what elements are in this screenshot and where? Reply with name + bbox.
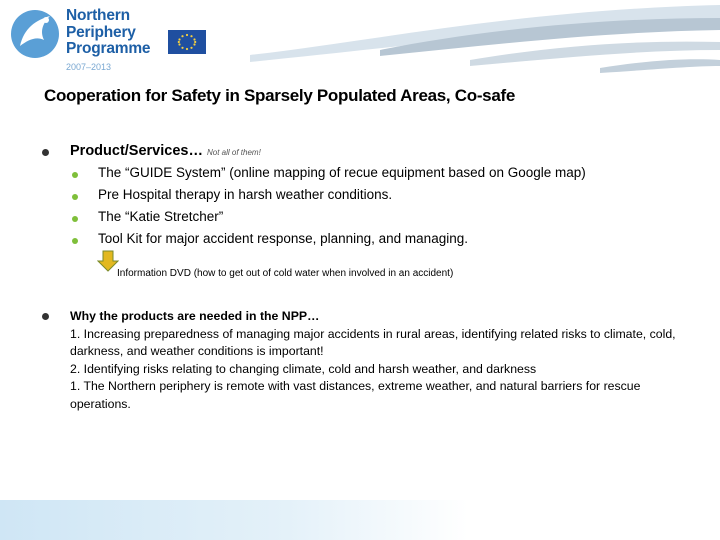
sub-bullet-1 — [72, 172, 78, 178]
logo-line-3: Programme — [66, 40, 151, 57]
products-heading-text: Product/Services… — [70, 143, 203, 159]
product-item-3: The “Katie Stretcher” — [98, 209, 224, 224]
bullet-products — [42, 149, 49, 156]
product-item-4: Tool Kit for major accident response, planning, and managing. — [98, 231, 468, 246]
why-heading: Why the products are needed in the NPP… — [70, 309, 320, 323]
dvd-note: Information DVD (how to get out of cold water when involved in an accident) — [117, 268, 454, 279]
sub-bullet-3 — [72, 216, 78, 222]
why-section — [70, 308, 690, 413]
products-heading — [70, 143, 261, 159]
products-note: Not all of them! — [206, 148, 261, 157]
eu-flag-icon — [168, 30, 206, 54]
logo-wordmark — [66, 8, 150, 58]
logo-line-2: Periphery — [66, 23, 136, 41]
footer-gradient — [0, 500, 720, 540]
bird-logo-icon — [10, 6, 60, 62]
logo-years: 2007–2013 — [66, 62, 112, 72]
logo-line-1: Northern — [66, 7, 130, 24]
sub-bullet-4 — [72, 238, 78, 244]
sub-bullet-2 — [72, 194, 78, 200]
product-item-1: The “GUIDE System” (online mapping of recue equipment based on Google map) — [98, 165, 586, 180]
why-line-2: 2. Identifying risks relating to changing climate, cold and harsh weather, and darkness — [70, 361, 537, 376]
why-line-1: 1. Increasing preparedness of managing major accidents in rural areas, identifying related risks to climate, cold, darkness, and weather conditions is important! — [70, 326, 676, 358]
down-arrow-icon — [97, 250, 119, 272]
why-line-3: 1. The Northern periphery is remote with vast distances, extreme weather, and natural barriers for rescue operations. — [70, 379, 641, 411]
bullet-why — [42, 313, 49, 320]
page-title: Cooperation for Safety in Sparsely Populated Areas, Co-safe — [44, 86, 516, 105]
product-item-2: Pre Hospital therapy in harsh weather conditions. — [98, 187, 393, 202]
